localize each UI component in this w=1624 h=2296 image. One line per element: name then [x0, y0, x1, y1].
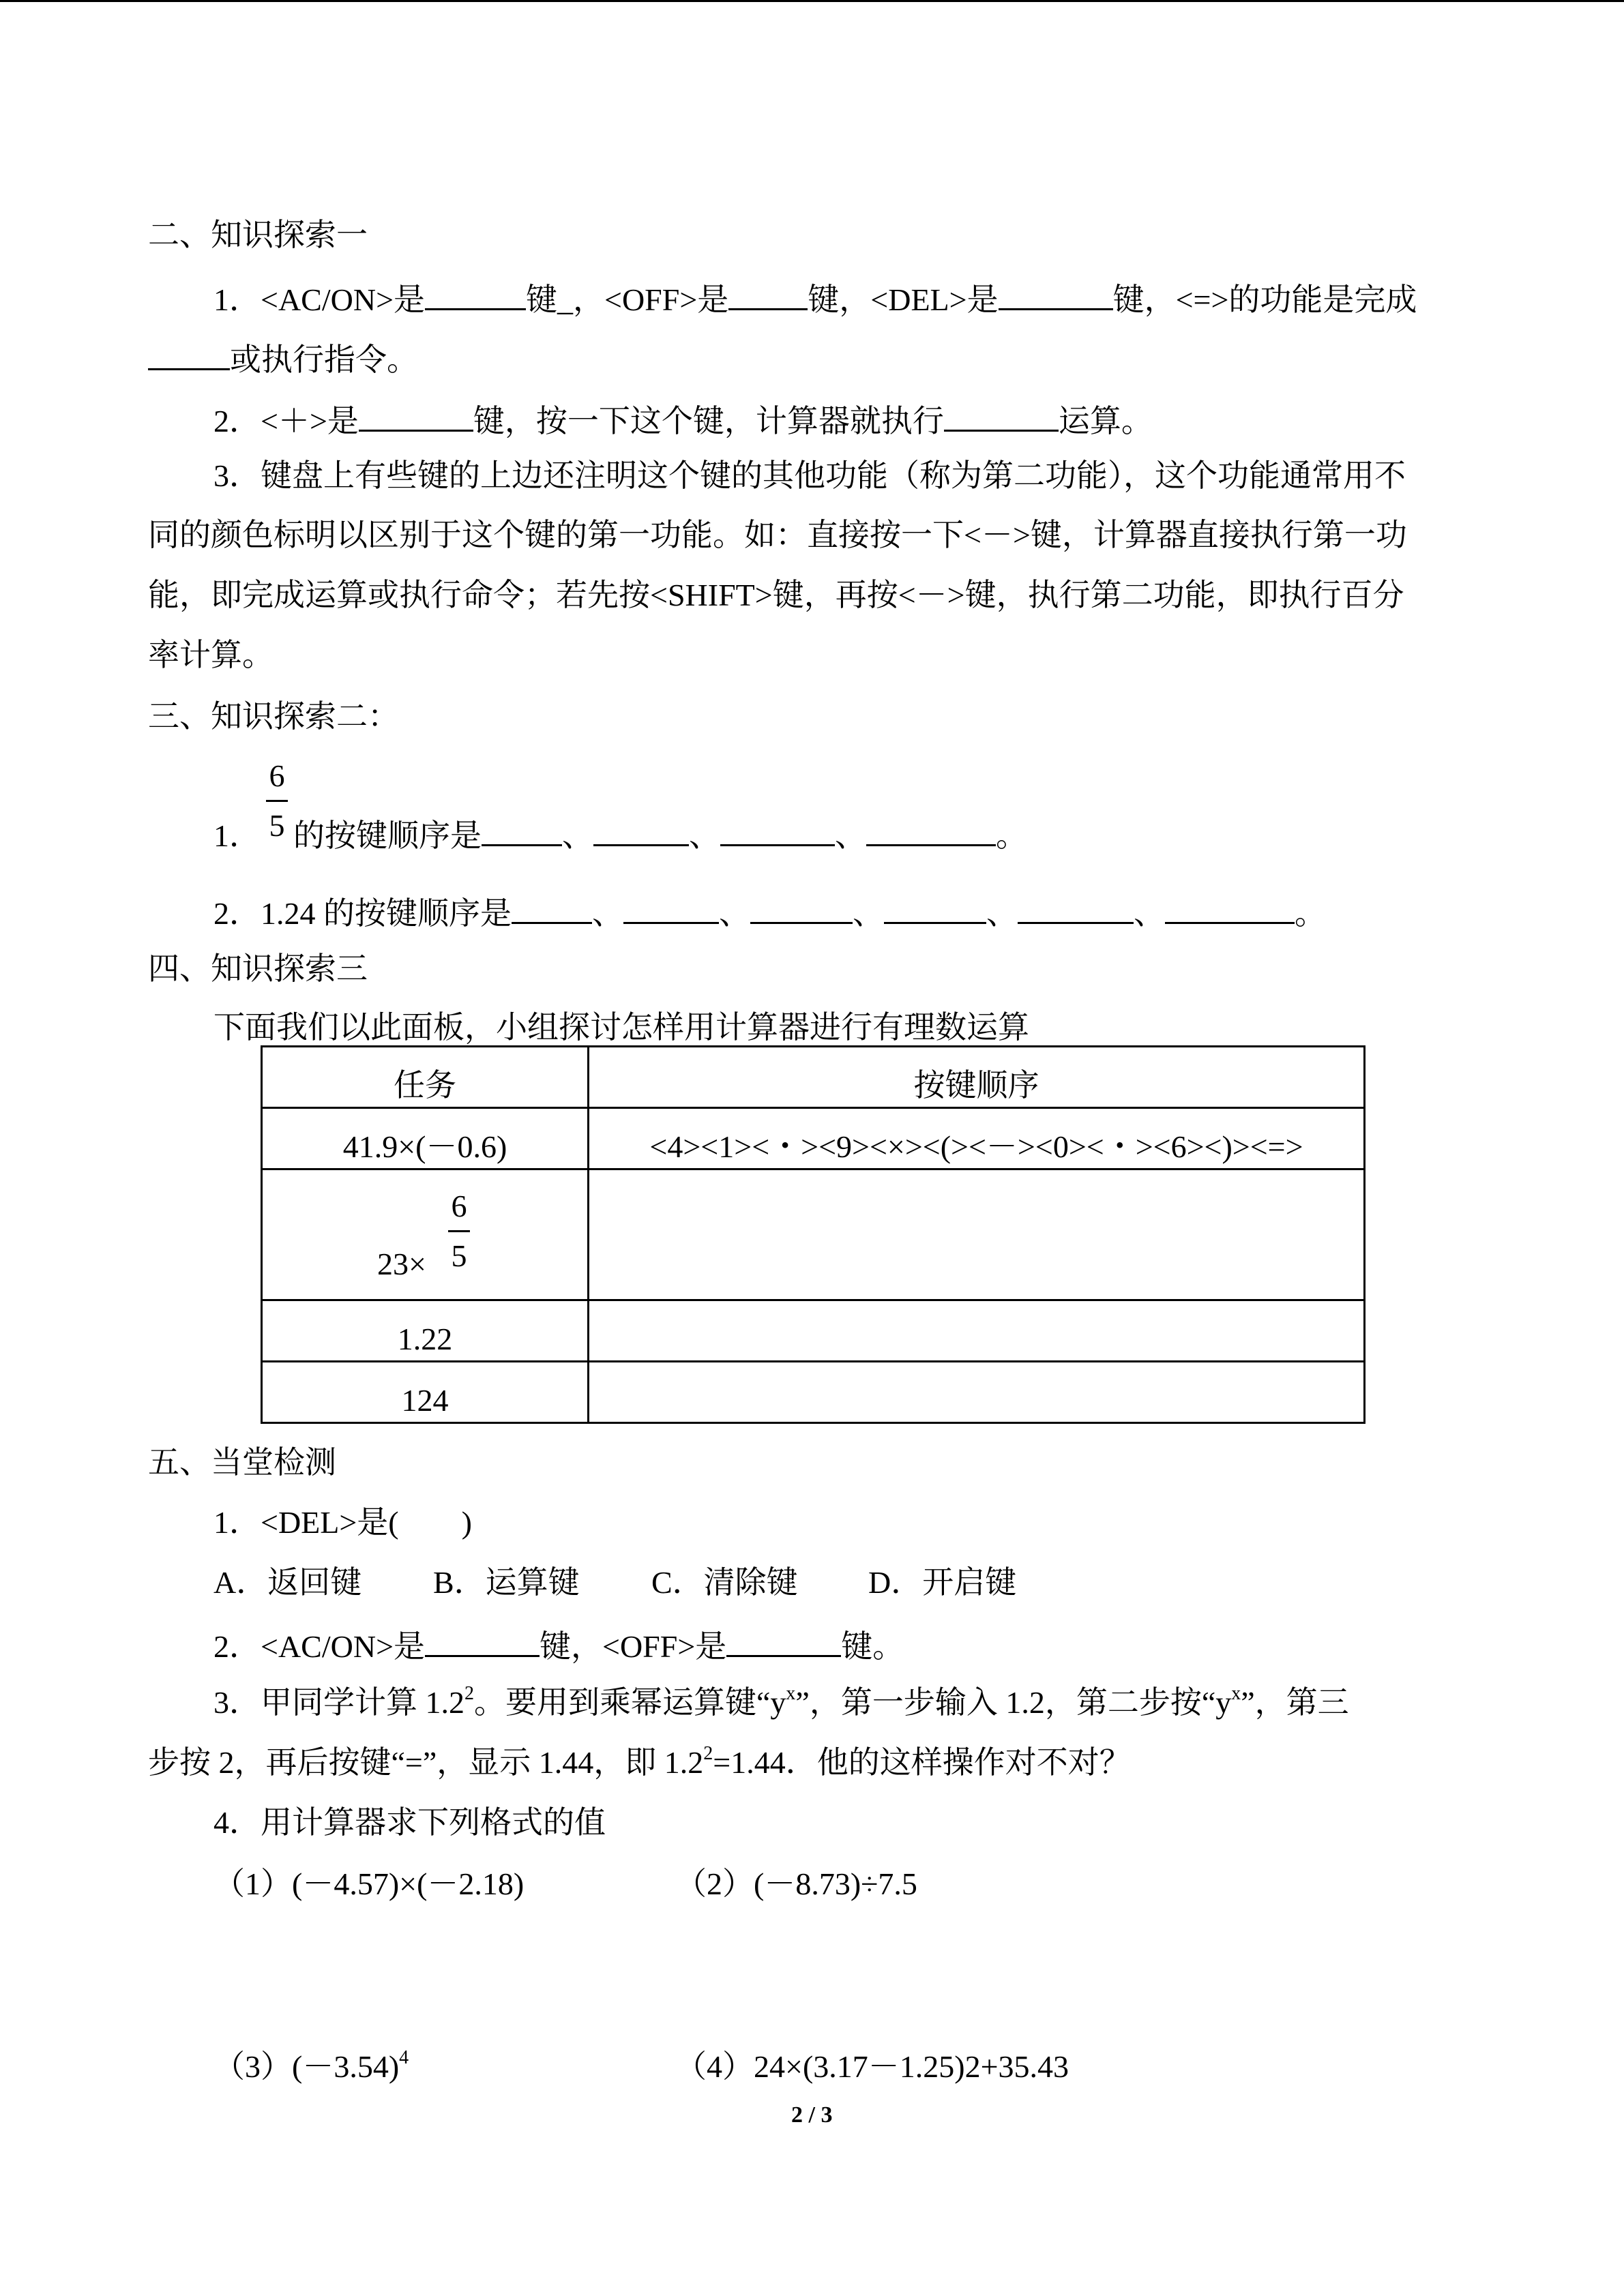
section5-heading: 五、当堂检测 [148, 1445, 336, 1480]
s2-question-1-cont: 或执行指令。 [148, 340, 418, 376]
s5-question-3-line2: 步按 2，再后按键“=”，显示 1.44，即 $1.2^2=1.44$．他的这样操作对不对？ [148, 1743, 1131, 1780]
keys-cell[interactable] [589, 1362, 1365, 1423]
task-cell: 1.22 [262, 1300, 589, 1362]
answer-blank[interactable] [593, 816, 689, 846]
task-cell: 41.9×(－0.6) [262, 1108, 589, 1169]
answer-blank[interactable] [1018, 893, 1134, 924]
s5-q4-item-3: $(3)(-3.54)^4$ [213, 2047, 409, 2084]
table-row [262, 1108, 1365, 1169]
answer-blank[interactable] [482, 816, 562, 846]
answer-blank[interactable] [866, 816, 996, 846]
answer-blank[interactable] [623, 893, 719, 924]
s5-question-1: 1．<DEL>是( ) [213, 1505, 472, 1540]
answer-blank[interactable] [884, 893, 986, 924]
s5-option-c: C．清除键 [651, 1565, 798, 1600]
task-cell: 23× 6 5 [262, 1169, 589, 1300]
s5-q4-item-1: （1）(－4.57)×(－2.18) [213, 1866, 525, 1901]
s3-question-2: 2．1.24 的按键顺序是 、 、 、 、 、 。 [213, 893, 1326, 929]
table-row [262, 1362, 1365, 1423]
answer-blank[interactable] [425, 1626, 540, 1657]
section3-heading: 三、知识探索二： [148, 699, 399, 734]
answer-blank[interactable] [1165, 893, 1295, 924]
s2-q3-line1: 3．键盘上有些键的上边还注明这个键的其他功能（称为第二功能），这个功能通常用不 [213, 458, 1406, 493]
answer-blank[interactable] [750, 893, 853, 924]
s5-option-a: A．返回键 [213, 1565, 362, 1600]
answer-blank[interactable] [999, 280, 1113, 310]
table-header-row [262, 1047, 1365, 1108]
s2-question-1: 1．<AC/ON>是 键_，<OFF>是 键，<DEL>是 键，<=>的功能是完成 [213, 280, 1417, 316]
s5-option-b: B．运算键 [433, 1565, 580, 1600]
s5-q4-item-4: （4）24×(3.17－1.25)2+35.43 [675, 2049, 1069, 2084]
section4-heading: 四、知识探索三 [148, 951, 368, 986]
s5-question-4: 4．用计算器求下列格式的值 [213, 1805, 606, 1840]
s5-question-3-line1: 3．甲同学计算 $1.2^2$。要用到乘幂运算键“$y^x$”，第一步输入 1.2，第二步按“$y^x$”，第三 [213, 1683, 1349, 1720]
fraction-6-5: 6 5 [448, 1191, 470, 1272]
section4-intro: 下面我们以此面板，小组探讨怎样用计算器进行有理数运算 [213, 1010, 1029, 1045]
s2-q3-line2: 同的颜色标明以区别于这个键的第一功能。如：直接按一下<－>键，计算器直接执行第一功 [148, 518, 1407, 552]
task-cell: 124 [262, 1362, 589, 1423]
task-table [261, 1045, 1365, 1424]
answer-blank[interactable] [425, 280, 526, 310]
s3-question-1: 1． 的按键顺序是 、 、 、 。 [213, 816, 1027, 852]
s2-q3-line4: 率计算。 [148, 638, 274, 672]
answer-blank[interactable] [728, 280, 808, 310]
table-header: 任务 [262, 1047, 589, 1108]
s5-question-2: 2．<AC/ON>是 键，<OFF>是 键。 [213, 1626, 904, 1663]
answer-blank[interactable] [148, 340, 230, 370]
answer-blank[interactable] [720, 816, 835, 846]
keys-cell[interactable] [589, 1169, 1365, 1300]
fraction-6-5: 6 5 [266, 760, 288, 841]
page-number: 2 / 3 [791, 2102, 833, 2128]
s5-q4-item-2: （2）(－8.73)÷7.5 [675, 1866, 917, 1901]
top-border [0, 0, 1624, 2]
table-header: 按键顺序 [589, 1047, 1365, 1108]
answer-blank[interactable] [512, 893, 592, 924]
section2-heading: 二、知识探索一 [148, 218, 368, 252]
s2-q3-line3: 能，即完成运算或执行命令；若先按<SHIFT>键，再按<－>键，执行第二功能，即执行百分 [148, 578, 1404, 612]
keys-cell: <4><1><・><9><×><(><－><0><・><6><)><=> [589, 1108, 1365, 1169]
answer-blank[interactable] [359, 401, 473, 432]
keys-cell[interactable] [589, 1300, 1365, 1362]
answer-blank[interactable] [944, 401, 1059, 432]
answer-blank[interactable] [726, 1626, 841, 1657]
table-row [262, 1300, 1365, 1362]
s2-question-2: 2．<＋>是 键，按一下这个键，计算器就执行 运算。 [213, 401, 1153, 437]
s5-option-d: D．开启键 [868, 1565, 1017, 1600]
table-row [262, 1169, 1365, 1300]
